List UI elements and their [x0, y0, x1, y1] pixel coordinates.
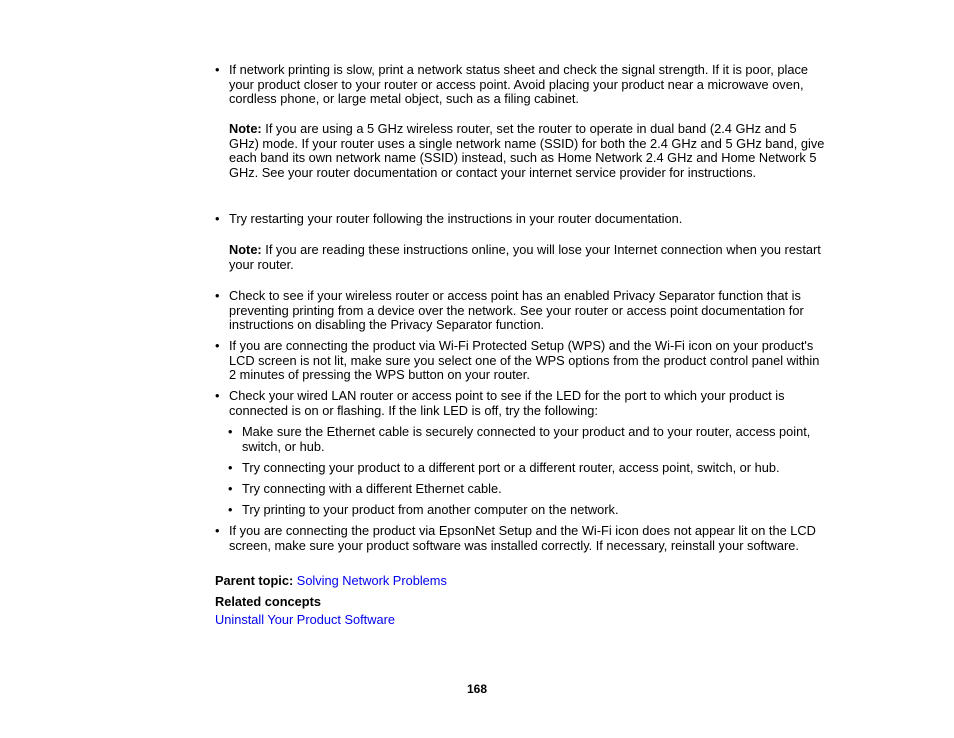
sub-bullet-item	[228, 460, 817, 476]
sub-bullet-item	[228, 502, 817, 518]
bullet-marker: •	[215, 288, 220, 303]
bullet-marker: •	[215, 338, 220, 353]
bullet-marker: •	[215, 62, 220, 77]
note-block	[229, 122, 829, 180]
note-text: If you are using a 5 GHz wireless router, set the router to operate in dual band (2.4 GHz and 5 GHz) mode. If your router uses a single network name (SSID) for both the 2.4 GHz and 5 GHz band, give each band its own network name (SSID) instead, such as Home Network 2.4 GHz and Home Network 5 GHz. See your router documentation or contact your internet service provider for instructions.	[229, 121, 825, 180]
bullet-item	[215, 62, 829, 107]
note-label: Note:	[229, 121, 262, 136]
parent-topic	[215, 574, 447, 589]
bullet-marker: •	[215, 523, 220, 538]
related-concept-link[interactable]: Uninstall Your Product Software	[215, 612, 395, 627]
parent-topic-label: Parent topic:	[215, 573, 294, 588]
related-concepts-heading: Related concepts	[215, 594, 321, 609]
note-text: If you are reading these instructions online, you will lose your Internet connection when you restart your router.	[229, 242, 821, 272]
sub-bullet-text: Try printing to your product from another computer on the network.	[242, 502, 619, 517]
sub-bullet-text: Try connecting with a different Ethernet cable.	[242, 481, 502, 496]
bullet-item	[215, 288, 829, 333]
bullet-marker: •	[228, 460, 233, 475]
note-block	[229, 243, 829, 272]
bullet-marker: •	[215, 211, 220, 226]
sub-bullet-text: Make sure the Ethernet cable is securely connected to your product and to your router, access point, switch, or hub.	[242, 424, 811, 454]
bullet-item	[215, 211, 829, 227]
bullet-text: If you are connecting the product via EpsonNet Setup and the Wi-Fi icon does not appear lit on the LCD screen, make sure your product software was installed correctly. If necessary, reinstall your software.	[229, 523, 816, 553]
bullet-item	[215, 523, 829, 553]
bullet-marker: •	[228, 424, 233, 439]
sub-bullet-item	[228, 481, 817, 497]
note-label: Note:	[229, 242, 262, 257]
bullet-text: Check your wired LAN router or access point to see if the LED for the port to which your product is connected is on or flashing. If the link LED is off, try the following:	[229, 388, 785, 418]
sub-bullet-text: Try connecting your product to a different port or a different router, access point, switch, or hub.	[242, 460, 780, 475]
sub-bullet-item	[228, 424, 817, 454]
bullet-text: Check to see if your wireless router or access point has an enabled Privacy Separator function that is preventing printing from a device over the network. See your router or access point documentation for instructions on disabling the Privacy Separator function.	[229, 288, 804, 333]
bullet-marker: •	[228, 502, 233, 517]
bullet-item	[215, 388, 829, 418]
bullet-text: If network printing is slow, print a network status sheet and check the signal strength. If it is poor, place your product closer to your router or access point. Avoid placing your product near a microwave oven, cordless phone, or large metal object, such as a filing cabinet.	[229, 62, 809, 107]
bullet-text: Try restarting your router following the instructions in your router documentation.	[229, 211, 683, 226]
bullet-text: If you are connecting the product via Wi-Fi Protected Setup (WPS) and the Wi-Fi icon on your product's LCD screen is not lit, make sure you select one of the WPS options from the product control panel within 2 minutes of pressing the WPS button on your router.	[229, 338, 820, 383]
page-number: 168	[466, 682, 488, 696]
parent-topic-link[interactable]: Solving Network Problems	[296, 573, 447, 588]
bullet-marker: •	[215, 388, 220, 403]
bullet-marker: •	[228, 481, 233, 496]
bullet-item	[215, 338, 829, 383]
